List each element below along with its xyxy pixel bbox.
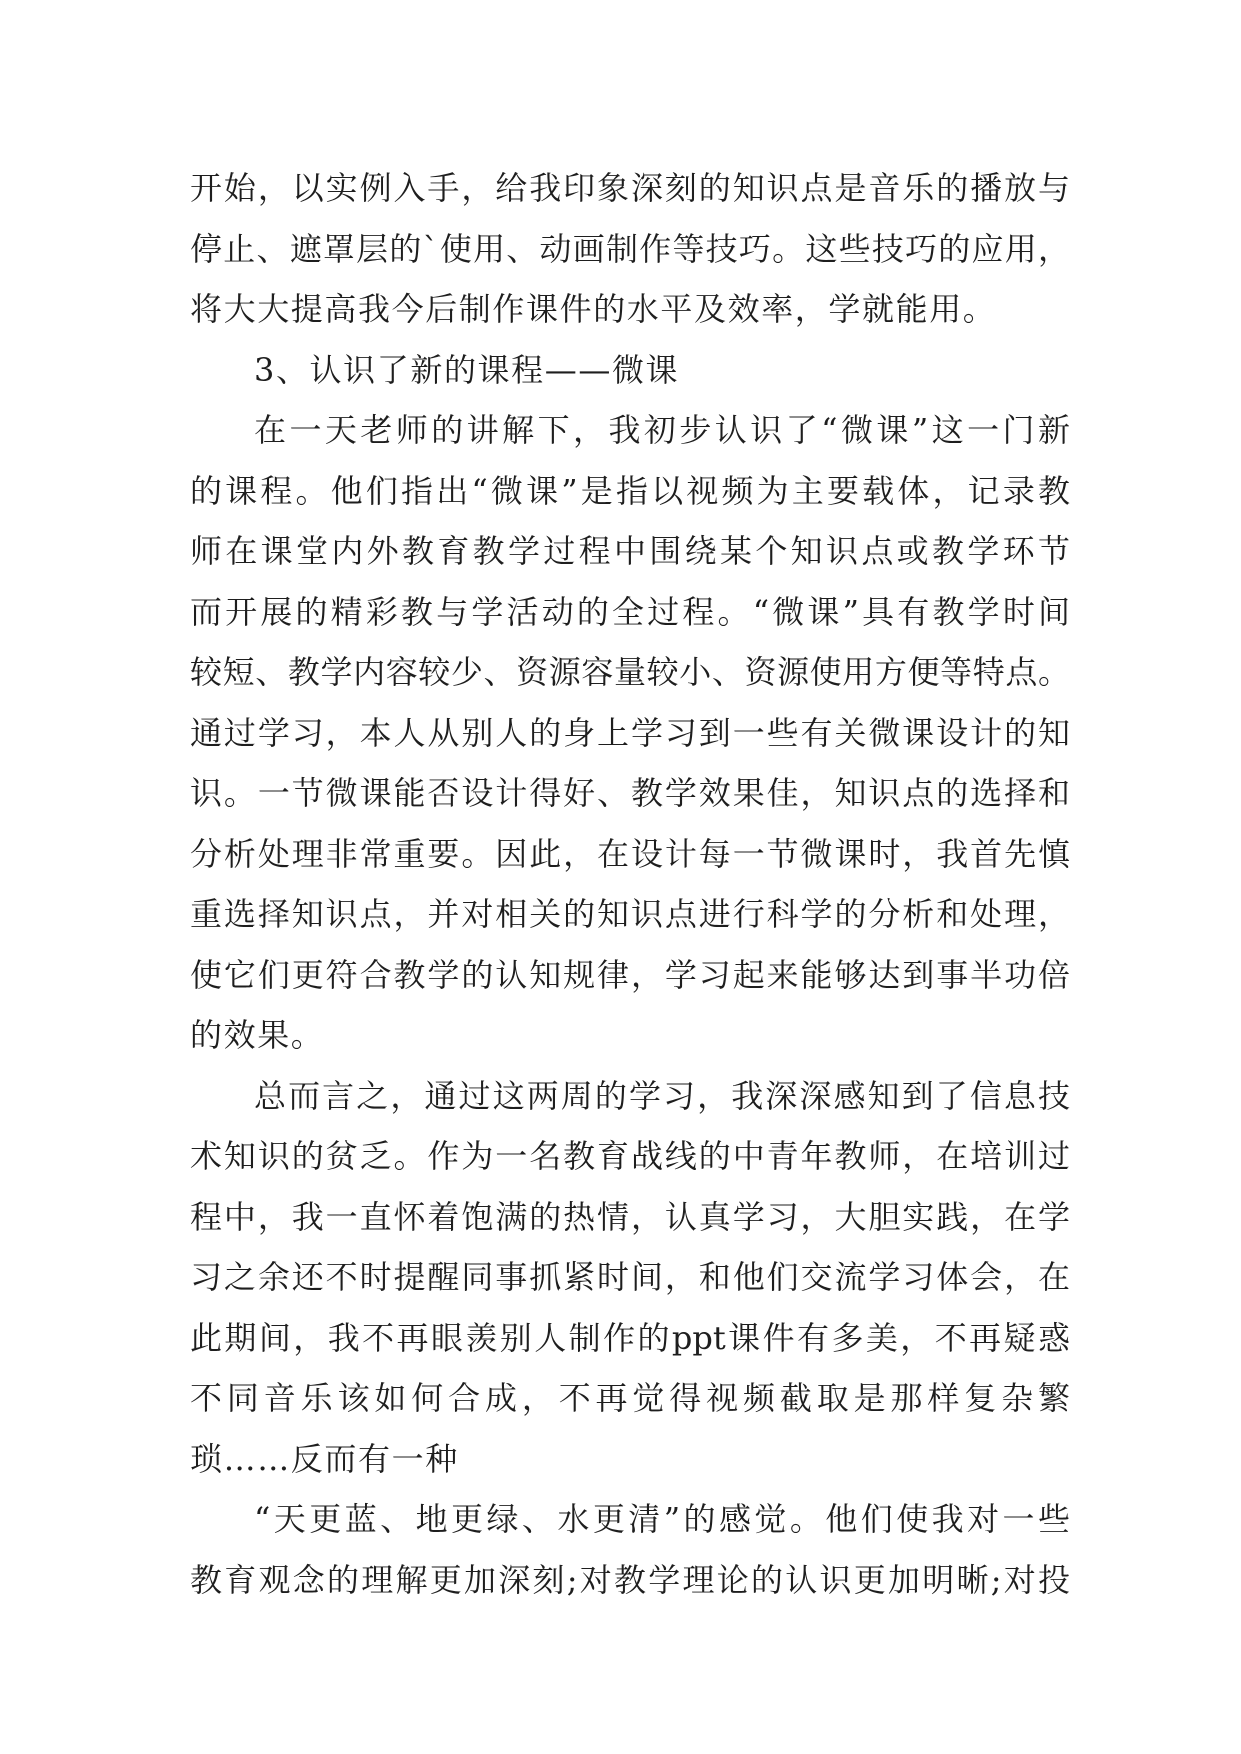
text-line: 重选择知识点，并对相关的知识点进行科学的分析和处理，	[190, 895, 1070, 933]
text-line: 将大大提高我今后制作课件的水平及效率，学就能用。	[190, 290, 997, 328]
text-line: 总而言之，通过这两周的学习，我深深感知到了信息技	[254, 1076, 1070, 1115]
text-line: 而开展的精彩教与学活动的全过程。“微课”具有教学时间	[190, 592, 1070, 631]
text-line: 开始，以实例入手，给我印象深刻的知识点是音乐的播放与	[190, 169, 1070, 207]
text-line: 教育观念的理解更加深刻;对教学理论的认识更加明晰;对投	[190, 1560, 1070, 1599]
text-line: 通过学习，本人从别人的身上学习到一些有关微课设计的知	[190, 713, 1070, 752]
text-line: 的课程。他们指出“微课”是指以视频为主要载体，记录教	[190, 471, 1070, 510]
section-heading: 3、认识了新的课程——微课	[254, 350, 680, 389]
text-line: 停止、遮罩层的`使用、动画制作等技巧。这些技巧的应用，	[190, 229, 1070, 268]
body-text	[190, 158, 1070, 1610]
text-line: 琐……反而有一种	[190, 1439, 459, 1478]
text-line: 使它们更符合教学的认知规律，学习起来能够达到事半功倍	[190, 955, 1070, 994]
text-line: 习之余还不时提醒同事抓紧时间，和他们交流学习体会，在	[190, 1258, 1070, 1296]
text-line: 此期间，我不再眼羡别人制作的ppt课件有多美，不再疑惑	[190, 1318, 1070, 1357]
text-line: 的效果。	[190, 1016, 325, 1054]
text-line: 不同音乐该如何合成，不再觉得视频截取是那样复杂繁	[190, 1379, 1070, 1417]
text-line: 分析处理非常重要。因此，在设计每一节微课时，我首先慎	[190, 834, 1070, 873]
text-line: 师在课堂内外教育教学过程中围绕某个知识点或教学环节	[190, 532, 1070, 570]
text-line: 术知识的贫乏。作为一名教育战线的中青年教师，在培训过	[190, 1137, 1070, 1175]
text-line: 在一天老师的讲解下，我初步认识了“微课”这一门新	[254, 411, 1070, 449]
text-line: 识。一节微课能否设计得好、教学效果佳，知识点的选择和	[190, 774, 1070, 812]
text-line: “天更蓝、地更绿、水更清”的感觉。他们使我对一些	[254, 1500, 1070, 1538]
text-line: 程中，我一直怀着饱满的热情，认真学习，大胆实践，在学	[190, 1197, 1070, 1236]
text-line: 较短、教学内容较少、资源容量较小、资源使用方便等特点。	[190, 653, 1070, 691]
